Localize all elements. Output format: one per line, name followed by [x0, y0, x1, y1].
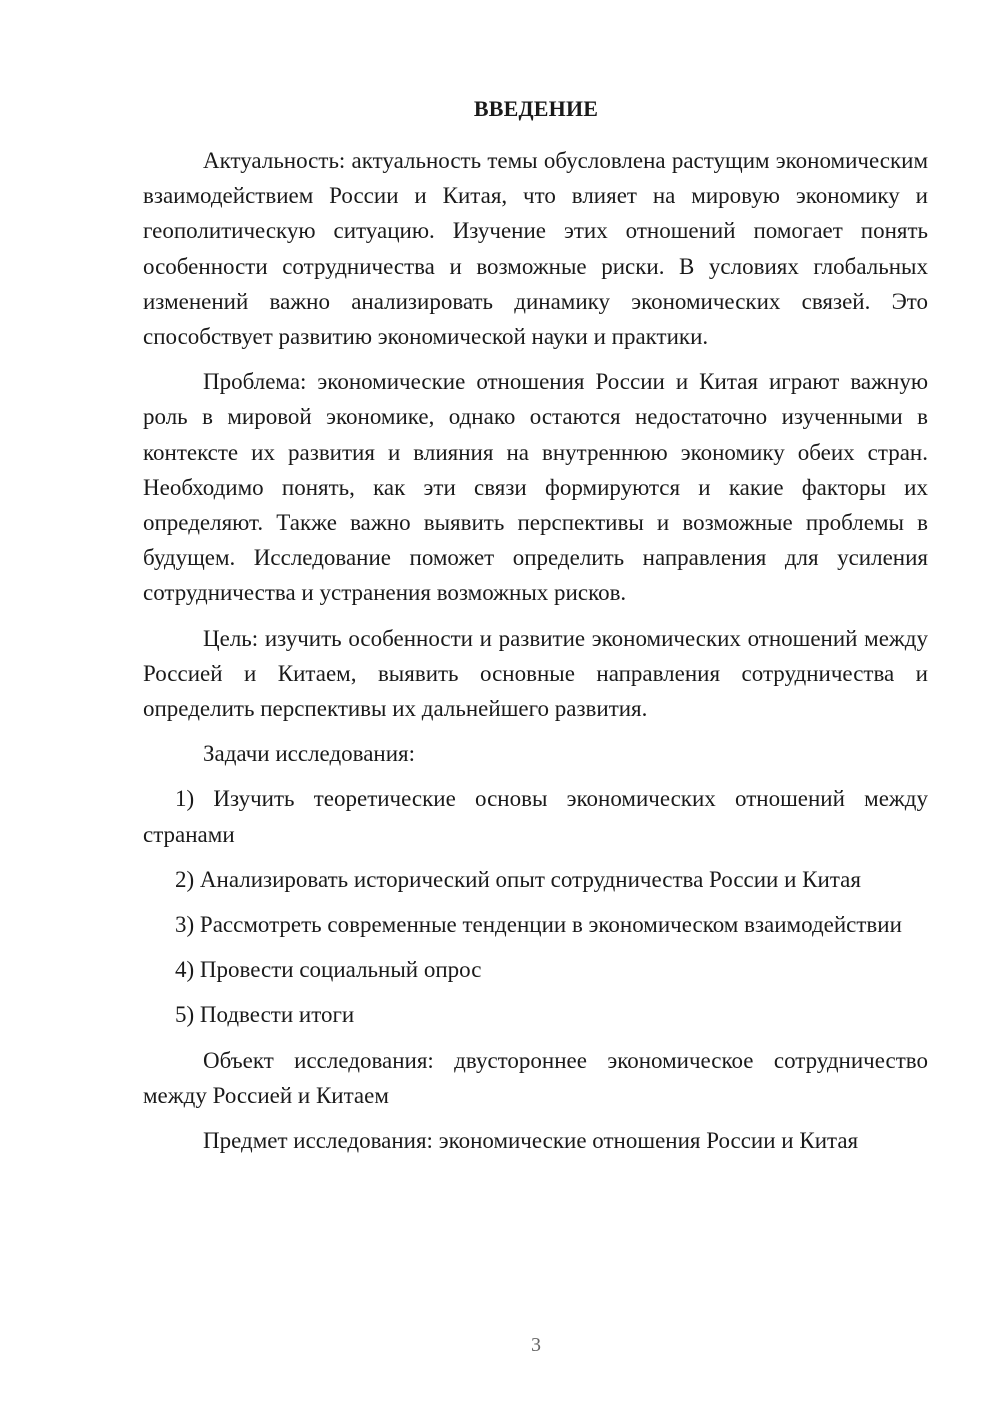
goal-paragraph: Цель: изучить особенности и развитие экономических отношений между Россией и Китаем, выявить основные направления сотрудничества и определить перспективы их дальнейшего развития. — [143, 625, 928, 722]
page-title: ВВЕДЕНИЕ — [473, 96, 599, 121]
problem-paragraph: Проблема: экономические отношения России и Китая играют важную роль в мировой экономике, однако остаются недостаточно изученными в контексте их развития и влияния на внутреннюю экономику обеих стран. Необходимо понять, как эти связи формируются и какие факторы их определяют. Также важно выявить перспективы и возможные проблемы в будущем. Исследование поможет определить направления для усиления сотрудничества и устранения возможных рисков. — [143, 369, 928, 606]
tasks-heading: Задачи исследования: — [203, 741, 416, 767]
task-item: 3) Рассмотреть современные тенденции в экономическом взаимодействии — [175, 912, 902, 938]
task-item: 1) Изучить теоретические основы экономических отношений между странами — [143, 786, 928, 847]
object-paragraph: Объект исследования: двустороннее экономическое сотрудничество между Россией и Китаем — [143, 1047, 928, 1108]
relevance-paragraph: Актуальность: актуальность темы обусловлена растущим экономическим взаимодействием России и Китая, что влияет на мировую экономику и геополитическую ситуацию. Изучение этих отношений помогает понять особенности сотрудничества и возможные риски. В условиях глобальных изменений важно анализировать динамику экономических связей. Это способствует развитию экономической науки и практики. — [143, 148, 928, 350]
document-body — [143, 143, 928, 1168]
task-item: 5) Подвести итоги — [175, 1002, 355, 1028]
subject-paragraph: Предмет исследования: экономические отношения России и Китая — [203, 1128, 859, 1154]
task-item: 2) Анализировать исторический опыт сотрудничества России и Китая — [175, 866, 861, 892]
task-item: 4) Провести социальный опрос — [175, 957, 482, 983]
page-number: 3 — [531, 1334, 541, 1356]
